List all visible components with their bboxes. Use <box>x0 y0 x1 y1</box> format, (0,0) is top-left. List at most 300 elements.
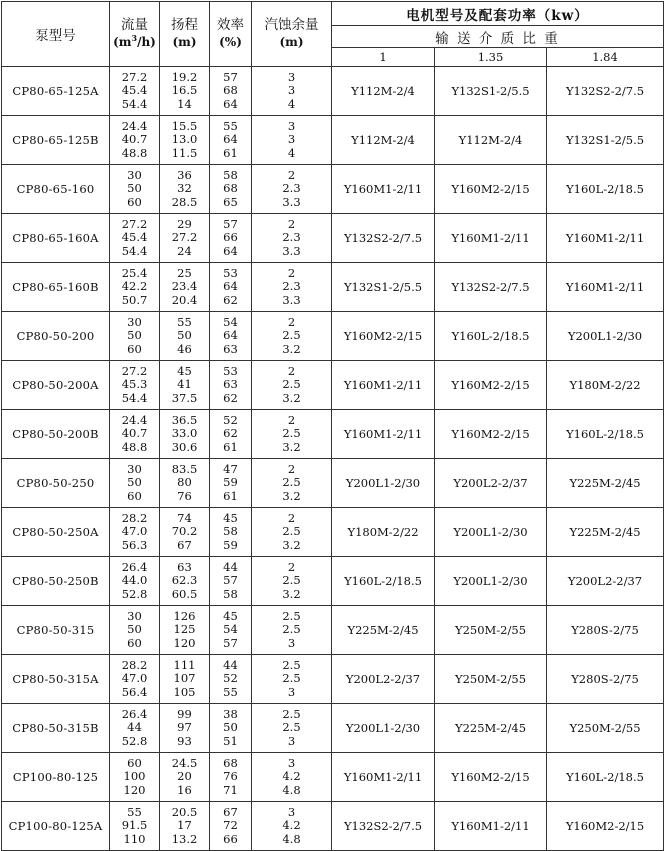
flow-values <box>110 267 159 307</box>
pump-model-cell: CP80-50-250A <box>2 508 110 557</box>
eff-value: 64 <box>223 279 238 294</box>
head-values <box>160 806 209 846</box>
motor-cell-gravity-2: Y200L1-2/30 <box>435 508 547 557</box>
eff-values <box>210 365 251 405</box>
flow-values <box>110 659 159 699</box>
eff-cell <box>210 655 252 704</box>
flow-value: 45.4 <box>121 83 148 98</box>
eff-value: 64 <box>223 132 238 147</box>
flow-values <box>110 365 159 405</box>
table-row <box>2 263 664 312</box>
npsh-cell <box>252 459 332 508</box>
flow-value: 26.4 <box>121 707 148 722</box>
flow-value: 30 <box>127 168 142 183</box>
npsh-value: 2 <box>287 462 296 477</box>
motor-cell-gravity-1: Y132S1-2/5.5 <box>332 263 435 312</box>
pump-model-cell: CP80-65-160A <box>2 214 110 263</box>
eff-value: 71 <box>223 782 238 797</box>
motor-cell-gravity-1: Y112M-2/4 <box>332 116 435 165</box>
header-flow <box>110 2 160 67</box>
table-row <box>2 312 664 361</box>
header-npsh-unit: (m) <box>279 35 304 49</box>
head-cell <box>160 557 210 606</box>
head-values <box>160 316 209 356</box>
npsh-cell <box>252 704 332 753</box>
head-value: 93 <box>177 733 192 748</box>
flow-value: 50.7 <box>121 292 148 307</box>
header-head <box>160 2 210 67</box>
eff-values <box>210 757 251 797</box>
table-row <box>2 606 664 655</box>
npsh-value: 2.5 <box>282 377 301 392</box>
flow-cell <box>110 704 160 753</box>
head-value: 30.6 <box>171 439 198 454</box>
motor-cell-gravity-3: Y200L1-2/30 <box>547 312 664 361</box>
header-gravity-1: 1 <box>332 48 435 67</box>
head-value: 120 <box>173 635 196 650</box>
motor-cell-gravity-1: Y225M-2/45 <box>332 606 435 655</box>
flow-cell <box>110 214 160 263</box>
flow-value: 40.7 <box>121 426 148 441</box>
npsh-value: 2.3 <box>282 279 301 294</box>
npsh-value: 4.8 <box>282 782 301 797</box>
pump-model-cell: CP80-50-315A <box>2 655 110 704</box>
npsh-values <box>252 659 331 699</box>
pump-spec-table <box>1 1 664 851</box>
head-value: 67 <box>177 537 192 552</box>
header-flow-unit-pre: (m <box>113 35 132 49</box>
motor-cell-gravity-3: Y160M1-2/11 <box>547 263 664 312</box>
motor-cell-gravity-3: Y132S2-2/7.5 <box>547 67 664 116</box>
eff-value: 66 <box>223 831 238 846</box>
npsh-value: 2.5 <box>282 573 301 588</box>
eff-value: 59 <box>223 537 238 552</box>
npsh-value: 2 <box>287 413 296 428</box>
head-value: 60.5 <box>171 586 198 601</box>
pump-model-cell: CP80-65-125B <box>2 116 110 165</box>
head-values <box>160 169 209 209</box>
flow-value: 48.8 <box>121 145 148 160</box>
table-row <box>2 214 664 263</box>
table-row <box>2 508 664 557</box>
motor-cell-gravity-1: Y160M1-2/11 <box>332 753 435 802</box>
header-gravity-3: 1.84 <box>547 48 664 67</box>
head-value: 37.5 <box>171 390 198 405</box>
flow-value: 24.4 <box>121 119 148 134</box>
head-value: 13.0 <box>171 132 198 147</box>
motor-cell-gravity-2: Y160M1-2/11 <box>435 802 547 851</box>
motor-cell-gravity-1: Y132S2-2/7.5 <box>332 214 435 263</box>
flow-value: 50 <box>127 181 142 196</box>
head-values <box>160 561 209 601</box>
npsh-cell <box>252 67 332 116</box>
flow-value: 27.2 <box>121 70 148 85</box>
flow-value: 100 <box>123 769 146 784</box>
eff-cell <box>210 263 252 312</box>
head-value: 45 <box>177 364 192 379</box>
npsh-value: 3.3 <box>282 194 301 209</box>
flow-cell <box>110 459 160 508</box>
npsh-value: 2.5 <box>282 658 301 673</box>
npsh-value: 3 <box>287 119 296 134</box>
table-row <box>2 704 664 753</box>
npsh-values <box>252 757 331 797</box>
head-value: 20 <box>177 769 192 784</box>
eff-value: 76 <box>223 769 238 784</box>
eff-values <box>210 708 251 748</box>
eff-value: 53 <box>223 266 238 281</box>
table-row <box>2 116 664 165</box>
npsh-values <box>252 120 331 160</box>
head-value: 11.5 <box>171 145 198 160</box>
motor-cell-gravity-2: Y160M1-2/11 <box>435 214 547 263</box>
npsh-cell <box>252 557 332 606</box>
eff-value: 57 <box>223 573 238 588</box>
head-cell <box>160 459 210 508</box>
eff-value: 68 <box>223 181 238 196</box>
motor-cell-gravity-2: Y160M2-2/15 <box>435 361 547 410</box>
header-gravity-2: 1.35 <box>435 48 547 67</box>
motor-cell-gravity-3: Y225M-2/45 <box>547 508 664 557</box>
head-values <box>160 708 209 748</box>
flow-value: 30 <box>127 462 142 477</box>
head-value: 20.4 <box>171 292 198 307</box>
npsh-value: 2 <box>287 560 296 575</box>
flow-value: 60 <box>127 635 142 650</box>
flow-value: 120 <box>123 782 146 797</box>
eff-value: 57 <box>223 217 238 232</box>
flow-value: 60 <box>127 756 142 771</box>
head-value: 55 <box>177 315 192 330</box>
motor-cell-gravity-3: Y160L-2/18.5 <box>547 753 664 802</box>
head-value: 97 <box>177 720 192 735</box>
flow-cell <box>110 410 160 459</box>
npsh-cell <box>252 361 332 410</box>
table-row <box>2 655 664 704</box>
eff-value: 62 <box>223 426 238 441</box>
head-values <box>160 120 209 160</box>
header-head-unit: (m) <box>172 35 197 49</box>
head-cell <box>160 263 210 312</box>
eff-value: 66 <box>223 230 238 245</box>
npsh-value: 3.2 <box>282 537 301 552</box>
table-row <box>2 67 664 116</box>
npsh-values <box>252 463 331 503</box>
eff-value: 55 <box>223 684 238 699</box>
head-values <box>160 218 209 258</box>
header-npsh <box>252 2 332 67</box>
motor-cell-gravity-3: Y180M-2/22 <box>547 361 664 410</box>
npsh-value: 2 <box>287 315 296 330</box>
flow-value: 52.8 <box>121 586 148 601</box>
flow-value: 24.4 <box>121 413 148 428</box>
flow-values <box>110 708 159 748</box>
flow-cell <box>110 165 160 214</box>
npsh-cell <box>252 753 332 802</box>
eff-cell <box>210 410 252 459</box>
eff-value: 64 <box>223 243 238 258</box>
head-value: 29 <box>177 217 192 232</box>
pump-model-cell: CP80-50-200 <box>2 312 110 361</box>
head-value: 23.4 <box>171 279 198 294</box>
eff-cell <box>210 704 252 753</box>
head-value: 32 <box>177 181 192 196</box>
head-value: 27.2 <box>171 230 198 245</box>
motor-cell-gravity-3: Y160L-2/18.5 <box>547 165 664 214</box>
head-cell <box>160 753 210 802</box>
eff-value: 38 <box>223 707 238 722</box>
npsh-value: 3 <box>287 756 296 771</box>
pump-model-cell: CP80-50-200B <box>2 410 110 459</box>
head-cell <box>160 655 210 704</box>
npsh-value: 2 <box>287 511 296 526</box>
npsh-value: 4.8 <box>282 831 301 846</box>
head-value: 74 <box>177 511 192 526</box>
eff-value: 57 <box>223 635 238 650</box>
motor-cell-gravity-2: Y225M-2/45 <box>435 704 547 753</box>
npsh-cell <box>252 655 332 704</box>
eff-value: 52 <box>223 413 238 428</box>
head-values <box>160 757 209 797</box>
eff-cell <box>210 214 252 263</box>
npsh-values <box>252 316 331 356</box>
eff-value: 57 <box>223 70 238 85</box>
eff-value: 52 <box>223 671 238 686</box>
head-value: 16 <box>177 782 192 797</box>
eff-value: 58 <box>223 168 238 183</box>
eff-value: 61 <box>223 145 238 160</box>
header-npsh-label: 汽蚀余量 <box>264 17 319 33</box>
head-cell <box>160 704 210 753</box>
npsh-cell <box>252 263 332 312</box>
head-cell <box>160 410 210 459</box>
header-flow-unit <box>110 34 159 51</box>
head-values <box>160 659 209 699</box>
npsh-cell <box>252 214 332 263</box>
npsh-value: 3.2 <box>282 586 301 601</box>
eff-value: 63 <box>223 341 238 356</box>
head-value: 20.5 <box>171 805 198 820</box>
motor-cell-gravity-2: Y200L1-2/30 <box>435 557 547 606</box>
head-value: 36.5 <box>171 413 198 428</box>
eff-value: 55 <box>223 119 238 134</box>
flow-cell <box>110 67 160 116</box>
head-cell <box>160 312 210 361</box>
head-values <box>160 71 209 111</box>
motor-cell-gravity-2: Y250M-2/55 <box>435 655 547 704</box>
flow-cell <box>110 116 160 165</box>
flow-value: 45.3 <box>121 377 148 392</box>
pump-model-cell: CP100-80-125 <box>2 753 110 802</box>
flow-value: 60 <box>127 341 142 356</box>
motor-cell-gravity-3: Y200L2-2/37 <box>547 557 664 606</box>
eff-cell <box>210 361 252 410</box>
motor-cell-gravity-3: Y132S1-2/5.5 <box>547 116 664 165</box>
flow-value: 50 <box>127 475 142 490</box>
npsh-values <box>252 169 331 209</box>
header-flow-unit-post: /h) <box>137 35 156 49</box>
npsh-values <box>252 512 331 552</box>
eff-value: 61 <box>223 439 238 454</box>
head-value: 105 <box>173 684 196 699</box>
eff-values <box>210 659 251 699</box>
flow-value: 91.5 <box>121 818 148 833</box>
pump-model-cell: CP80-50-250 <box>2 459 110 508</box>
flow-cell <box>110 655 160 704</box>
npsh-cell <box>252 508 332 557</box>
head-value: 111 <box>173 658 196 673</box>
head-values <box>160 365 209 405</box>
motor-cell-gravity-2: Y200L2-2/37 <box>435 459 547 508</box>
motor-cell-gravity-2: Y250M-2/55 <box>435 606 547 655</box>
motor-cell-gravity-2: Y112M-2/4 <box>435 116 547 165</box>
head-value: 28.5 <box>171 194 198 209</box>
table-row <box>2 410 664 459</box>
eff-value: 54 <box>223 315 238 330</box>
head-values <box>160 610 209 650</box>
eff-value: 54 <box>223 622 238 637</box>
flow-value: 56.4 <box>121 684 148 699</box>
npsh-cell <box>252 410 332 459</box>
eff-value: 44 <box>223 560 238 575</box>
eff-value: 58 <box>223 586 238 601</box>
npsh-value: 4.2 <box>282 769 301 784</box>
header-flow-label: 流量 <box>121 17 148 33</box>
npsh-values <box>252 414 331 454</box>
pump-model-cell: CP80-65-125A <box>2 67 110 116</box>
npsh-values <box>252 365 331 405</box>
npsh-value: 2 <box>287 266 296 281</box>
flow-value: 26.4 <box>121 560 148 575</box>
head-value: 107 <box>173 671 196 686</box>
header-gravity-group: 输 送 介 质 比 重 <box>332 26 664 48</box>
npsh-value: 3 <box>287 733 296 748</box>
pump-model-cell: CP80-50-200A <box>2 361 110 410</box>
flow-values <box>110 414 159 454</box>
flow-value: 54.4 <box>121 243 148 258</box>
head-cell <box>160 606 210 655</box>
flow-value: 47.0 <box>121 671 148 686</box>
npsh-value: 2.3 <box>282 181 301 196</box>
pump-model-cell: CP80-50-250B <box>2 557 110 606</box>
motor-cell-gravity-3: Y280S-2/75 <box>547 655 664 704</box>
head-value: 46 <box>177 341 192 356</box>
flow-cell <box>110 361 160 410</box>
motor-cell-gravity-2: Y160L-2/18.5 <box>435 312 547 361</box>
eff-cell <box>210 165 252 214</box>
flow-values <box>110 316 159 356</box>
motor-cell-gravity-3: Y280S-2/75 <box>547 606 664 655</box>
eff-value: 68 <box>223 83 238 98</box>
flow-value: 30 <box>127 609 142 624</box>
header-head-label: 扬程 <box>171 17 198 33</box>
flow-value: 44 <box>127 720 142 735</box>
npsh-value: 2.5 <box>282 524 301 539</box>
flow-values <box>110 610 159 650</box>
flow-value: 28.2 <box>121 511 148 526</box>
npsh-cell <box>252 165 332 214</box>
npsh-value: 2 <box>287 217 296 232</box>
flow-cell <box>110 606 160 655</box>
eff-cell <box>210 508 252 557</box>
npsh-value: 2.5 <box>282 426 301 441</box>
eff-value: 62 <box>223 292 238 307</box>
eff-value: 51 <box>223 733 238 748</box>
npsh-value: 3.2 <box>282 390 301 405</box>
flow-value: 54.4 <box>121 390 148 405</box>
table-body <box>2 67 664 851</box>
motor-cell-gravity-1: Y112M-2/4 <box>332 67 435 116</box>
flow-value: 25.4 <box>121 266 148 281</box>
eff-value: 61 <box>223 488 238 503</box>
header-eff <box>210 2 252 67</box>
eff-value: 47 <box>223 462 238 477</box>
head-cell <box>160 214 210 263</box>
head-values <box>160 267 209 307</box>
head-cell <box>160 116 210 165</box>
flow-value: 27.2 <box>121 364 148 379</box>
table-row <box>2 753 664 802</box>
npsh-values <box>252 218 331 258</box>
eff-cell <box>210 753 252 802</box>
motor-cell-gravity-1: Y180M-2/22 <box>332 508 435 557</box>
npsh-value: 3.2 <box>282 488 301 503</box>
npsh-value: 2.5 <box>282 328 301 343</box>
eff-values <box>210 71 251 111</box>
eff-value: 44 <box>223 658 238 673</box>
npsh-value: 3 <box>287 70 296 85</box>
flow-value: 40.7 <box>121 132 148 147</box>
flow-value: 60 <box>127 488 142 503</box>
head-value: 50 <box>177 328 192 343</box>
flow-value: 28.2 <box>121 658 148 673</box>
eff-values <box>210 414 251 454</box>
motor-cell-gravity-1: Y160M1-2/11 <box>332 165 435 214</box>
flow-values <box>110 169 159 209</box>
eff-value: 53 <box>223 364 238 379</box>
motor-cell-gravity-2: Y132S2-2/7.5 <box>435 263 547 312</box>
npsh-value: 2.5 <box>282 475 301 490</box>
motor-cell-gravity-1: Y160M1-2/11 <box>332 410 435 459</box>
head-values <box>160 512 209 552</box>
eff-value: 59 <box>223 475 238 490</box>
table-row <box>2 165 664 214</box>
head-value: 13.2 <box>171 831 198 846</box>
flow-value: 42.2 <box>121 279 148 294</box>
flow-cell <box>110 557 160 606</box>
pump-model-cell: CP80-50-315 <box>2 606 110 655</box>
table-row <box>2 361 664 410</box>
flow-value: 27.2 <box>121 217 148 232</box>
head-cell <box>160 67 210 116</box>
eff-value: 64 <box>223 328 238 343</box>
table-row <box>2 459 664 508</box>
head-value: 17 <box>177 818 192 833</box>
eff-values <box>210 120 251 160</box>
header-model: 泵型号 <box>2 2 110 67</box>
eff-cell <box>210 116 252 165</box>
npsh-values <box>252 806 331 846</box>
pump-model-cell: CP80-65-160 <box>2 165 110 214</box>
eff-values <box>210 463 251 503</box>
eff-values <box>210 316 251 356</box>
head-cell <box>160 508 210 557</box>
eff-value: 65 <box>223 194 238 209</box>
motor-cell-gravity-3: Y160M2-2/15 <box>547 802 664 851</box>
eff-values <box>210 169 251 209</box>
eff-value: 45 <box>223 511 238 526</box>
flow-values <box>110 218 159 258</box>
